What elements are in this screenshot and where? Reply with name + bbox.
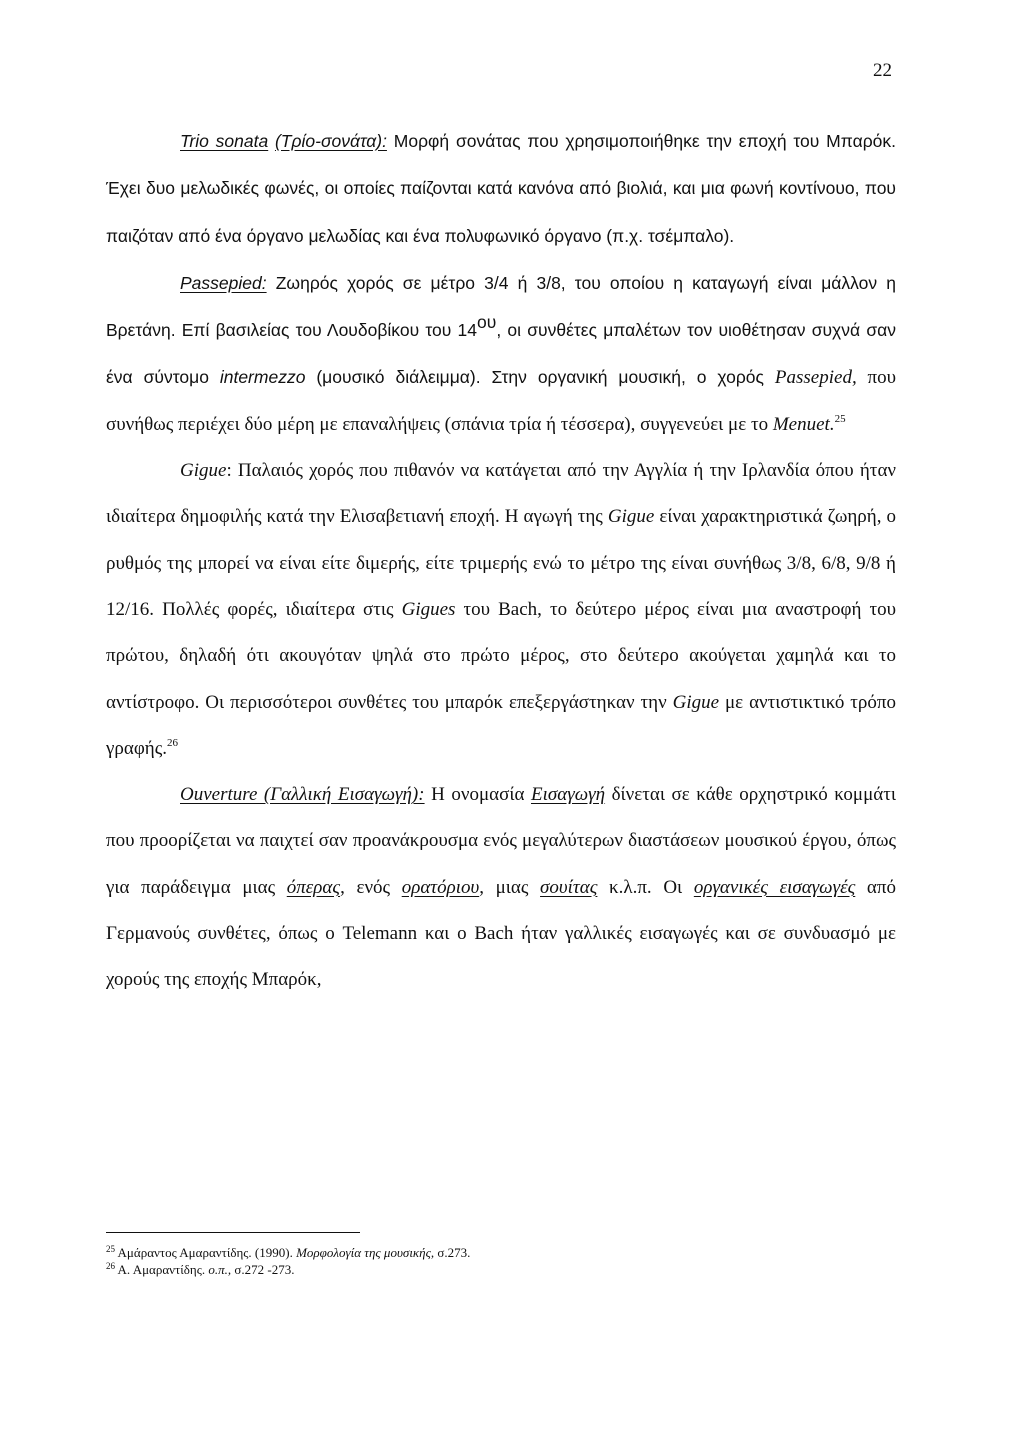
term-organikes-eisagoges: οργανικές εισαγωγές (693, 876, 856, 898)
term-passepied: Passepied: (180, 272, 267, 293)
paragraph-text: Ζωηρός χορός σε μέτρο 3/4 ή 3/8, του οποίου η καταγωγή είναι μάλλον η Βρετάνη. Επί βασιλείας του Λουδοβίκου του 14 (106, 272, 896, 341)
paragraph-text: Η ονομασία (424, 784, 531, 806)
term-gigue-inline-2: Gigue (672, 691, 720, 713)
paragraph-text: από Γερμανούς συνθέτες, όπως ο Telemann και ο Bach ήταν γαλλικές εισαγωγές και σε συνδυασμό με χορούς της εποχής Μπαρόκ, (106, 876, 896, 991)
paragraph-text: με αντιστικτικό τρόπο γραφής. (106, 691, 896, 759)
footnote-ref-25: 25 (834, 412, 846, 425)
term-trio-sonata-gloss: (Τρίο-σονάτα): (274, 131, 387, 151)
term-gigue-inline: Gigue (607, 506, 655, 528)
paragraph-passepied (106, 260, 896, 448)
footnote-25 (106, 1244, 806, 1261)
paragraph-ouverture (106, 772, 896, 1003)
term-trio-sonata: Trio sonata (180, 131, 269, 151)
footnote-text: Αμάραντος Αμαραντίδης. (1990). (115, 1245, 297, 1260)
body-text (106, 118, 896, 1004)
term-intermezzo: intermezzo (219, 367, 306, 388)
footnote-26 (106, 1261, 806, 1278)
footnote-separator (106, 1232, 360, 1233)
paragraph-text: του Bach, το δεύτερο μέρος είναι μια αναστροφή του πρώτου, δηλαδή ότι ακουγόταν ψηλά στο πρώτο μέρος, στο δεύτερο ακούγεται χαμηλά και το αντίστροφο. Οι περισσότεροι συνθέτες του μπαρόκ επεξεργάστηκαν την (106, 598, 897, 713)
term-gigue: Gigue (180, 460, 227, 482)
paragraph-text: δίνεται σε κάθε ορχηστρικό κομμάτι που προορίζεται να παιχτεί σαν προανάκρουσμα ενός μεγαλύτερων διαστάσεων μουσικού έργου, όπως για παράδειγμα μιας (106, 784, 896, 898)
footnote-number: 26 (106, 1261, 115, 1271)
footnote-text: Α. Αμαραντίδης. (115, 1262, 209, 1277)
paragraph-trio-sonata (106, 118, 896, 260)
page-number: 22 (873, 60, 892, 81)
term-gigues: Gigues (401, 598, 456, 620)
paragraph-text: (μουσικό διάλειμμα). Στην οργανική μουσική, ο χορός (305, 367, 775, 388)
paragraph-text: που συνήθως περιέχει δύο μέρη με επαναλήψεις (σπάνια τρία ή τέσσερα), συγγενεύει με το (106, 367, 897, 435)
term-souitas: σουίτας (540, 876, 598, 898)
term-passepied-inline: Passepied, (774, 367, 857, 389)
footnote-text: σ.272 -273. (231, 1262, 295, 1277)
paragraph-gigue (106, 448, 896, 772)
footnote-ref-26: 26 (167, 736, 179, 749)
paragraph-text: Μορφή σονάτας που χρησιμοποιήθηκε την εποχή του Μπαρόκ. Έχει δυο μελωδικές φωνές, οι οποίες παίζονται κατά κανόνα από βιολιά, και μια φωνή κοντίνουο, που παιζόταν από ένα όργανο μελωδίας και ένα πολυφωνικό όργανο (π.χ. τσέμπαλο). (106, 131, 897, 246)
paragraph-text: , μιας (479, 876, 541, 898)
term-oratoriou: ορατόριου (401, 876, 480, 898)
term-ouverture: Ouverture (Γαλλική Εισαγωγή): (180, 784, 425, 806)
paragraph-text: : Παλαιός χορός που πιθανόν να κατάγεται από την Αγγλία ή την Ιρλανδία όπου ήταν ιδιαίτερα δημοφιλής κατά την Ελισαβετιανή εποχή. Η αγωγή της (106, 460, 896, 528)
footnotes (106, 1244, 806, 1278)
superscript-ordinal: ου (477, 312, 497, 333)
term-operas: όπερας (286, 876, 341, 898)
footnote-title: Μορφολογία της μουσικής, (296, 1245, 435, 1260)
footnote-text: σ.273. (434, 1245, 471, 1260)
footnote-number: 25 (106, 1244, 115, 1254)
paragraph-text: είναι χαρακτηριστικά ζωηρή, ο ρυθμός της μπορεί να είναι είτε διμερής, είτε τριμερής ενώ το μέτρο της είναι συνήθως 3/8, 6/8, 9/8 ή 12/16. Πολλές φορές, ιδιαίτερα στις (106, 506, 896, 620)
term-menuet: Menuet. (772, 413, 835, 435)
paragraph-text: , ενός (340, 876, 402, 898)
footnote-title: ο.π., (208, 1262, 232, 1277)
term-eisagogi: Εισαγωγή (531, 784, 606, 806)
paragraph-text: , οι συνθέτες μπαλέτων τον υιοθέτησαν συχνά σαν ένα σύντομο (106, 320, 896, 388)
paragraph-text: κ.λ.π. Οι (597, 876, 694, 898)
